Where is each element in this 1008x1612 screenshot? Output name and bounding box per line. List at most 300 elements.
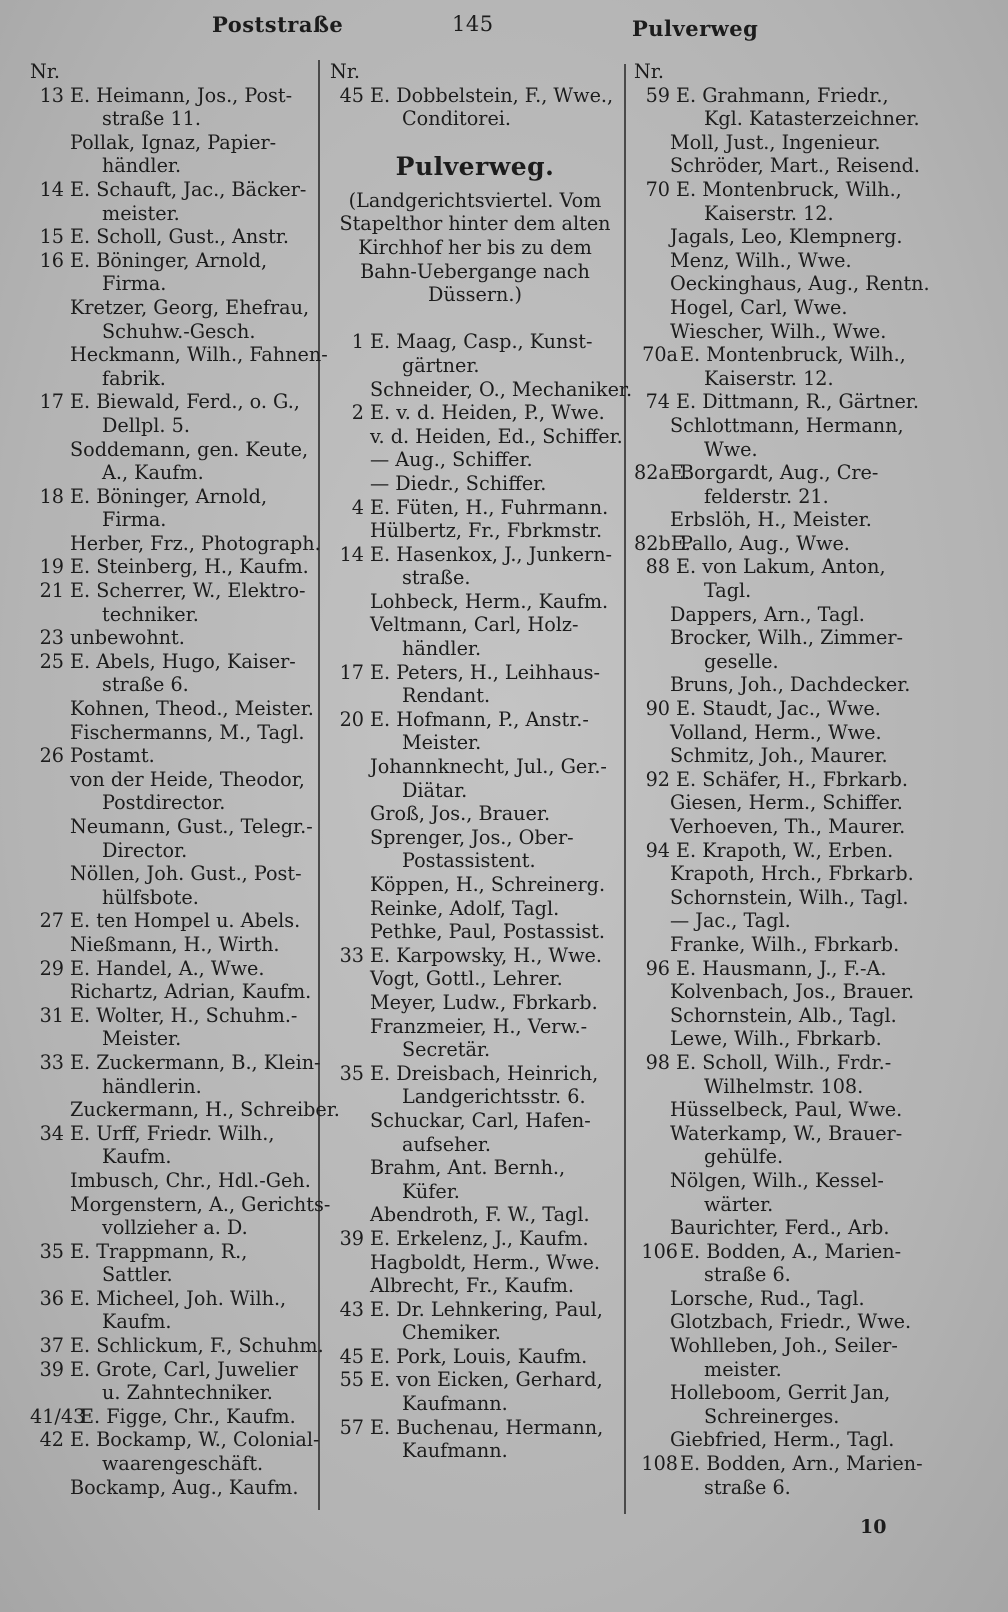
directory-line	[30, 1192, 331, 1217]
entry-text: Neumann, Gust., Telegr.-	[70, 815, 313, 838]
entry-text: Imbusch, Chr., Hdl.-Geh.	[70, 1168, 311, 1192]
directory-line	[330, 590, 620, 614]
entry-text: E. Micheel, Joh. Wilh.,	[70, 1286, 287, 1310]
directory-line	[634, 1122, 919, 1146]
directory-line	[30, 1476, 312, 1500]
entry-text: straße 11.	[102, 107, 201, 131]
entry-text: Volland, Herm., Wwe.	[670, 720, 882, 744]
entry-text: E. Buchenau, Hermann,	[370, 1415, 604, 1439]
entry-text: straße 6.	[704, 1263, 791, 1287]
entry-text: Nießmann, H., Wirth.	[70, 932, 280, 956]
entry-text: E. Schauft, Jac., Bäcker-	[70, 177, 307, 201]
entry-text: Krapoth, Hrch., Fbrkarb.	[670, 862, 914, 886]
entry-text: E. von Lakum, Anton,	[676, 555, 886, 579]
house-number: 92	[645, 767, 670, 791]
house-number: 14	[39, 177, 64, 201]
directory-line	[330, 543, 620, 567]
directory-line	[30, 390, 312, 414]
directory-line	[634, 1476, 919, 1500]
entry-text: Giebfried, Herm., Tagl.	[670, 1428, 895, 1452]
entry-text: Küfer.	[402, 1179, 460, 1203]
directory-line	[30, 933, 312, 957]
directory-line	[330, 755, 620, 779]
entry-text: Hülbertz, Fr., Fbrkmstr.	[370, 519, 603, 543]
entry-text: Pallo, Aug., Wwe.	[680, 531, 850, 555]
directory-line	[330, 566, 620, 590]
directory-line	[634, 272, 930, 296]
directory-line	[634, 1358, 919, 1382]
house-number: 34	[39, 1121, 64, 1145]
entry-text: Sattler.	[102, 1263, 173, 1287]
directory-line	[634, 555, 919, 579]
directory-line	[330, 826, 620, 850]
directory-line	[330, 448, 620, 472]
directory-line	[634, 721, 919, 745]
house-number: 19	[39, 555, 64, 579]
directory-line	[634, 603, 919, 627]
directory-line	[30, 1004, 312, 1028]
directory-line	[30, 579, 312, 603]
entry-text: felderstr. 21.	[704, 484, 829, 508]
house-number: 15	[39, 225, 64, 249]
house-number: 57	[339, 1415, 364, 1439]
entry-text: Hogel, Carl, Wwe.	[670, 295, 848, 319]
section-title: Pulverweg.	[395, 151, 555, 181]
column-rule	[624, 64, 626, 1514]
directory-line	[30, 862, 312, 886]
entry-text: Veltmann, Carl, Holz-	[370, 613, 579, 637]
directory-line	[30, 508, 312, 532]
directory-line	[330, 1392, 620, 1416]
directory-line	[634, 673, 919, 697]
entry-text: E. Figge, Chr., Kaufm.	[80, 1404, 296, 1428]
directory-line	[30, 1098, 340, 1122]
directory-line	[634, 296, 919, 320]
house-number: 17	[339, 660, 364, 684]
entry-text: E. Hasenkox, J., Junkern-	[370, 542, 613, 566]
directory-line	[330, 1368, 620, 1392]
house-number: 16	[39, 248, 64, 272]
directory-line	[330, 802, 620, 826]
directory-line	[30, 272, 312, 296]
entry-text: Lewe, Wilh., Fbrkarb.	[670, 1027, 882, 1051]
directory-line	[330, 1062, 620, 1086]
directory-line	[30, 626, 312, 650]
entry-text: Wohlleben, Joh., Seiler-	[670, 1334, 898, 1358]
directory-line	[634, 1263, 919, 1287]
entry-text: Meyer, Ludw., Fbrkarb.	[370, 990, 598, 1014]
directory-line	[634, 862, 919, 886]
entry-text: E. Steinberg, H., Kaufm.	[70, 555, 309, 579]
directory-line	[330, 1439, 620, 1463]
directory-line	[30, 461, 312, 485]
directory-line	[30, 296, 312, 320]
entry-text: E. Maag, Casp., Kunst-	[370, 330, 593, 354]
house-number: 106	[641, 1239, 678, 1263]
directory-line	[30, 84, 312, 108]
house-number: 45	[339, 1344, 364, 1368]
entry-text: Postassistent.	[402, 849, 536, 873]
directory-line	[634, 84, 919, 108]
directory-line	[330, 1085, 620, 1109]
house-number: 98	[645, 1050, 670, 1074]
entry-text: Schlottmann, Hermann,	[670, 413, 904, 437]
house-number: 96	[645, 956, 670, 980]
entry-text: Lorsche, Rud., Tagl.	[670, 1286, 865, 1310]
directory-line	[30, 1145, 312, 1169]
house-number: 39	[39, 1357, 64, 1381]
directory-line	[30, 1428, 320, 1452]
directory-line	[634, 768, 919, 792]
house-number: 39	[339, 1226, 364, 1250]
house-number: 74	[645, 390, 670, 414]
house-number: 21	[39, 579, 64, 603]
directory-line	[634, 1240, 919, 1264]
house-number: 31	[39, 1003, 64, 1027]
house-number: 25	[39, 649, 64, 673]
entry-text: Moll, Just., Ingenieur.	[670, 130, 881, 154]
entry-text: Firma.	[102, 508, 167, 532]
house-number: 43	[339, 1297, 364, 1321]
entry-text: straße 6.	[704, 1475, 791, 1499]
directory-line	[30, 438, 312, 462]
entry-text: Dellpl. 5.	[102, 413, 190, 437]
directory-line	[330, 920, 620, 944]
entry-text: Kaufmann.	[402, 1392, 508, 1416]
entry-text: Heckmann, Wilh., Fahnen-	[70, 343, 328, 367]
entry-text: Kaufmann.	[402, 1439, 508, 1463]
entry-text: Schuhw.-Gesch.	[102, 319, 256, 343]
directory-line	[30, 1263, 312, 1287]
entry-text: Pollak, Ignaz, Papier-	[70, 130, 277, 154]
house-number: 33	[339, 943, 364, 967]
house-number: 13	[39, 83, 64, 107]
entry-text: Bruns, Joh., Dachdecker.	[670, 673, 911, 697]
entry-text: aufseher.	[402, 1132, 491, 1156]
entry-text: Waterkamp, W., Brauer-	[670, 1121, 903, 1145]
house-number: 88	[645, 555, 670, 579]
number-label: Nr.	[30, 60, 60, 83]
directory-line	[30, 1050, 321, 1075]
house-number: 42	[39, 1428, 64, 1452]
directory-line	[330, 519, 620, 543]
directory-line	[330, 377, 633, 402]
column-middle	[330, 60, 633, 1463]
entry-text: Wiescher, Wilh., Wwe.	[670, 319, 887, 343]
section-desc-line: Kirchhof her bis zu dem	[358, 235, 592, 259]
directory-line	[634, 60, 919, 84]
entry-text: Fischermanns, M., Tagl.	[70, 720, 305, 744]
entry-text: Postdirector.	[102, 791, 226, 815]
directory-line	[330, 849, 620, 873]
entry-text: E. Scholl, Wilh., Frdr.-	[676, 1050, 892, 1074]
entry-text: E. Bockamp, W., Colonial-	[70, 1428, 320, 1452]
entry-text: E. Urff, Friedr. Wilh.,	[70, 1121, 275, 1145]
directory-line	[330, 1274, 620, 1298]
directory-line	[30, 909, 312, 933]
directory-line	[330, 1015, 620, 1039]
directory-line	[30, 1452, 312, 1476]
directory-line	[30, 650, 312, 674]
entry-text: Glotzbach, Friedr., Wwe.	[670, 1310, 912, 1334]
entry-text: E. Peters, H., Leihhaus-	[370, 660, 600, 684]
entry-text: Nölgen, Wilh., Kessel-	[670, 1168, 884, 1192]
directory-line	[634, 461, 919, 485]
entry-text: E. Krapoth, W., Erben.	[676, 838, 894, 862]
entry-text: E. Erkelenz, J., Kaufm.	[370, 1226, 589, 1250]
entry-text: E. von Eicken, Gerhard,	[370, 1368, 603, 1392]
directory-line	[30, 1240, 312, 1264]
entry-text: Hüsselbeck, Paul, Wwe.	[670, 1098, 903, 1122]
directory-line	[30, 60, 312, 84]
entry-text: Albrecht, Fr., Kaufm.	[370, 1274, 575, 1298]
entry-text: händler.	[402, 637, 482, 661]
directory-line	[634, 202, 919, 226]
entry-text: E. Montenbruck, Wilh.,	[680, 343, 906, 367]
directory-line	[634, 1098, 919, 1122]
directory-line	[330, 613, 620, 637]
house-number: 35	[339, 1061, 364, 1085]
entry-text: E. Staudt, Jac., Wwe.	[676, 697, 881, 721]
entry-text: Kohnen, Theod., Meister.	[70, 697, 314, 721]
entry-text: straße 6.	[102, 673, 189, 697]
directory-line	[634, 1428, 919, 1452]
directory-line	[634, 1027, 919, 1051]
directory-line	[330, 1203, 620, 1227]
directory-line	[330, 1180, 620, 1204]
directory-line	[634, 414, 919, 438]
entry-text: techniker.	[102, 602, 199, 626]
entry-text: Dappers, Arn., Tagl.	[670, 602, 865, 626]
entry-text: Hagboldt, Herm., Wwe.	[370, 1250, 600, 1274]
directory-line	[330, 708, 620, 732]
entry-text: Franke, Wilh., Fbrkarb.	[670, 932, 900, 956]
directory-line	[634, 650, 919, 674]
entry-text: Kaufm.	[102, 1310, 172, 1334]
entry-text: Schneider, O., Mechaniker.	[370, 377, 633, 401]
entry-text: — Diedr., Schiffer.	[370, 471, 547, 495]
entry-text: Lohbeck, Herm., Kaufm.	[370, 589, 609, 613]
entry-text: E. Schlickum, F., Schuhm.	[70, 1334, 324, 1358]
directory-line	[634, 909, 919, 933]
directory-line	[30, 1075, 312, 1099]
directory-line	[30, 131, 312, 155]
directory-line	[634, 154, 919, 178]
entry-text: E. Scholl, Gust., Anstr.	[70, 225, 289, 249]
directory-line	[30, 1310, 312, 1334]
entry-text: händlerin.	[102, 1074, 202, 1098]
directory-line	[330, 967, 620, 991]
directory-line	[634, 697, 919, 721]
directory-line	[30, 1334, 324, 1358]
entry-text: Jagals, Leo, Klempnerg.	[670, 225, 903, 249]
directory-line	[330, 1298, 620, 1322]
entry-text: E. Zuckermann, B., Klein-	[70, 1050, 321, 1074]
house-number: 2	[351, 401, 364, 425]
directory-line	[634, 886, 919, 910]
entry-text: Köppen, H., Schreinerg.	[370, 873, 606, 896]
house-number: 41/43	[30, 1404, 86, 1428]
directory-line	[30, 957, 312, 981]
house-number: 14	[339, 542, 364, 566]
entry-text: fabrik.	[102, 366, 166, 390]
house-number: 82aE.	[634, 461, 690, 485]
directory-line	[634, 343, 919, 367]
directory-line	[30, 1405, 312, 1429]
entry-text: Director.	[102, 838, 188, 862]
directory-line	[30, 1287, 312, 1311]
running-head-left: Poststraße	[212, 12, 344, 37]
directory-line	[330, 991, 620, 1015]
entry-text: E. Füten, H., Fuhrmann.	[370, 495, 609, 519]
directory-line	[634, 1287, 919, 1311]
directory-line	[330, 84, 620, 108]
entry-text: Wwe.	[704, 437, 758, 461]
entry-text: hülfsbote.	[102, 885, 199, 909]
entry-text: E. Schäfer, H., Fbrkarb.	[676, 767, 909, 791]
entry-text: Groß, Jos., Brauer.	[370, 802, 551, 826]
entry-text: Nöllen, Joh. Gust., Post-	[70, 862, 302, 886]
directory-line	[30, 249, 312, 273]
directory-line	[634, 1310, 919, 1334]
entry-text: wärter.	[704, 1192, 774, 1216]
directory-line	[30, 768, 312, 792]
directory-line	[634, 131, 919, 155]
directory-line	[330, 1251, 620, 1275]
house-number: 90	[645, 697, 670, 721]
directory-line	[30, 202, 312, 226]
entry-text: Kgl. Katasterzeichner.	[704, 107, 920, 131]
directory-line	[634, 1075, 919, 1099]
directory-line	[30, 1216, 312, 1240]
entry-text: E. Hofmann, P., Anstr.-	[370, 707, 589, 731]
directory-line	[30, 791, 312, 815]
entry-text: E. Trappmann, R.,	[70, 1239, 248, 1263]
entry-text: Zuckermann, H., Schreiber.	[70, 1098, 340, 1122]
entry-text: straße.	[402, 566, 471, 590]
house-number: 27	[39, 909, 64, 933]
entry-text: E. Dr. Lehnkering, Paul,	[370, 1297, 603, 1321]
house-number: 33	[39, 1050, 64, 1074]
directory-line	[330, 897, 620, 921]
entry-text: E. Grote, Carl, Juwelier	[70, 1357, 298, 1381]
entry-text: Giesen, Herm., Schiffer.	[670, 791, 903, 815]
directory-line	[634, 249, 919, 273]
number-label: Nr.	[330, 60, 360, 83]
directory-line	[634, 390, 919, 414]
directory-line	[330, 637, 620, 661]
directory-line	[330, 1321, 620, 1345]
directory-line	[30, 1122, 312, 1146]
house-number: 35	[39, 1239, 64, 1263]
house-number: 45	[339, 83, 364, 107]
entry-text: meister.	[102, 201, 180, 225]
entry-text: E. Böninger, Arnold,	[70, 484, 268, 508]
entry-text: Schmitz, Joh., Maurer.	[670, 744, 888, 768]
entry-text: Schornstein, Wilh., Tagl.	[670, 885, 909, 909]
entry-text: E. Wolter, H., Schuhm.-	[70, 1003, 298, 1027]
directory-line	[330, 401, 620, 425]
entry-text: E. Grahmann, Friedr.,	[676, 83, 889, 107]
section-desc-line: Düssern.)	[428, 283, 522, 307]
directory-line	[634, 508, 919, 532]
directory-line	[30, 1027, 312, 1051]
directory-line	[30, 1169, 312, 1193]
directory-line	[634, 1193, 919, 1217]
entry-text: Conditorei.	[402, 107, 512, 131]
directory-line	[30, 154, 312, 178]
entry-text: vollzieher a. D.	[102, 1216, 248, 1240]
entry-text: Landgerichtsstr. 6.	[402, 1085, 586, 1109]
entry-text: meister.	[704, 1357, 782, 1381]
directory-line	[30, 343, 328, 367]
directory-line	[30, 1358, 312, 1382]
directory-line	[634, 438, 919, 462]
entry-text: Schornstein, Alb., Tagl.	[670, 1003, 897, 1027]
section-desc-line: Bahn-Uebergange nach	[360, 259, 590, 283]
house-number: 4	[351, 495, 364, 519]
entry-text: geselle.	[704, 649, 779, 673]
directory-line	[634, 1145, 919, 1169]
section-desc-line: Stapelthor hinter dem alten	[339, 212, 611, 236]
directory-line	[330, 496, 620, 520]
entry-text: Morgenstern, A., Gerichts-	[70, 1192, 331, 1216]
directory-line	[30, 1381, 312, 1405]
directory-line	[30, 555, 312, 579]
entry-text: Schröder, Mart., Reisend.	[670, 154, 921, 178]
directory-line	[30, 367, 312, 391]
entry-text: E. Pork, Louis, Kaufm.	[370, 1344, 588, 1368]
entry-text: Meister.	[102, 1027, 182, 1051]
directory-line	[634, 1216, 919, 1240]
directory-line	[30, 603, 312, 627]
directory-line	[330, 684, 620, 708]
directory-line	[30, 744, 312, 768]
directory-line	[330, 1133, 620, 1157]
entry-text: Menz, Wilh., Wwe.	[670, 248, 852, 272]
house-number: 94	[645, 838, 670, 862]
entry-text: E. Handel, A., Wwe.	[70, 956, 265, 980]
entry-text: Brocker, Wilh., Zimmer-	[670, 626, 903, 650]
entry-text: v. d. Heiden, Ed., Schiffer.	[370, 424, 623, 448]
entry-text: E. Bodden, A., Marien-	[680, 1239, 902, 1263]
column-rule	[318, 60, 320, 1510]
directory-line	[634, 485, 919, 509]
directory-line	[30, 980, 312, 1004]
entry-text: Rendant.	[402, 684, 491, 708]
column-right	[634, 60, 930, 1499]
house-number: 26	[39, 744, 64, 768]
entry-text: Meister.	[402, 731, 482, 755]
entry-text: Firma.	[102, 272, 167, 296]
entry-text: E. Bodden, Arn., Marien-	[680, 1452, 923, 1476]
directory-line	[30, 673, 312, 697]
directory-line	[330, 1416, 620, 1440]
directory-line	[30, 178, 312, 202]
directory-line	[634, 320, 919, 344]
directory-line	[30, 320, 312, 344]
entry-text: — Aug., Schiffer.	[370, 448, 533, 472]
house-number: 20	[339, 707, 364, 731]
house-number: 29	[39, 956, 64, 980]
directory-line	[634, 626, 919, 650]
entry-text: Kretzer, Georg, Ehefrau,	[70, 295, 310, 319]
house-number: 18	[39, 484, 64, 508]
directory-line	[330, 60, 620, 84]
entry-text: Baurichter, Ferd., Arb.	[670, 1216, 890, 1240]
entry-text: Holleboom, Gerrit Jan,	[670, 1381, 891, 1405]
directory-line	[330, 1156, 620, 1180]
